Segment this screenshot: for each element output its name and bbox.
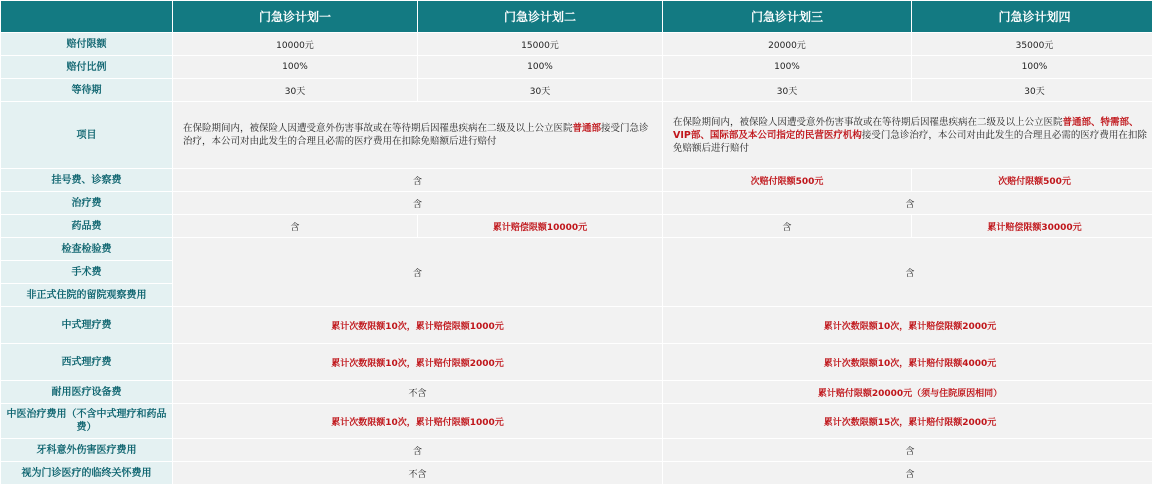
row-label-registration: 挂号费、诊察费 — [1, 169, 172, 191]
cell: 含 — [173, 439, 662, 461]
cell: 累计次数限额10次，累计赔付限额4000元 — [663, 344, 1152, 380]
row-label-medicine: 药品费 — [1, 215, 172, 237]
desc-highlight: 普通部、特需部、VIP部、国际部及本公司指定的民营医疗机构 — [673, 116, 1139, 141]
cell: 100% — [663, 56, 911, 78]
table-row — [1, 404, 1152, 438]
cell: 30天 — [418, 79, 662, 101]
cell: 累计赔偿限额30000元 — [912, 215, 1152, 237]
cell: 含 — [663, 462, 1152, 484]
table-row — [1, 307, 1152, 343]
cell: 累计次数限额10次，累计赔偿限额1000元 — [173, 307, 662, 343]
cell: 20000元 — [663, 33, 911, 55]
cell: 30天 — [173, 79, 417, 101]
cell: 累计赔付限额20000元（须与住院原因相同） — [663, 381, 1152, 403]
row-label-hospice: 视为门诊医疗的临终关怀费用 — [1, 462, 172, 484]
row-label-equipment: 耐用医疗设备费 — [1, 381, 172, 403]
cell: 含 — [173, 169, 662, 191]
header-row — [1, 1, 1152, 32]
plan-4-header: 门急诊计划四 — [912, 1, 1152, 32]
table-row — [1, 79, 1152, 101]
desc-text: 在保险期间内，被保险人因遭受意外伤害事故或在等待期后因罹患疾病在二级及以上公立医院 — [673, 116, 1063, 128]
cell: 累计次数限额10次，累计赔付限额2000元 — [173, 344, 662, 380]
table-row — [1, 238, 1152, 260]
row-label-west-therapy: 西式理疗费 — [1, 344, 172, 380]
header-corner — [1, 1, 172, 32]
table-row — [1, 439, 1152, 461]
cell: 累计赔偿限额10000元 — [418, 215, 662, 237]
cell: 30天 — [663, 79, 911, 101]
cell: 100% — [173, 56, 417, 78]
cell: 30天 — [912, 79, 1152, 101]
desc-text: 在保险期间内，被保险人因遭受意外伤害事故或在等待期后因罹患疾病在二级及以上公立医院 — [183, 123, 573, 134]
row-label-limit: 赔付限额 — [1, 33, 172, 55]
cell: 100% — [418, 56, 662, 78]
cell: 含 — [173, 238, 662, 306]
cell: 次赔付限额500元 — [912, 169, 1152, 191]
desc-highlight: 普通部 — [572, 123, 602, 134]
cell: 含 — [173, 192, 662, 214]
row-label-exam: 检查检验费 — [1, 238, 172, 260]
table-row — [1, 33, 1152, 55]
cell: 累计次数限额10次，累计赔偿限额2000元 — [663, 307, 1152, 343]
cell: 累计次数限额10次，累计赔付限额1000元 — [173, 404, 662, 438]
cell: 含 — [663, 192, 1152, 214]
cell: 不含 — [173, 381, 662, 403]
table-row — [1, 192, 1152, 214]
plan-1-header: 门急诊计划一 — [173, 1, 417, 32]
cell: 不含 — [173, 462, 662, 484]
table-row — [1, 215, 1152, 237]
cell: 含 — [173, 215, 417, 237]
table-row — [1, 169, 1152, 191]
desc-text: 接受门急诊治疗，本公司对由此发生的合理且必需的医疗费用在扣除免赔额后进行赔付 — [673, 129, 1147, 154]
cell: 10000元 — [173, 33, 417, 55]
cell: 含 — [663, 238, 1152, 306]
table-row — [1, 344, 1152, 380]
row-label-treatment: 治疗费 — [1, 192, 172, 214]
cell: 含 — [663, 439, 1152, 461]
plan-3-header: 门急诊计划三 — [663, 1, 911, 32]
row-label-ratio: 赔付比例 — [1, 56, 172, 78]
cell: 次赔付限额500元 — [663, 169, 911, 191]
row-label-project: 项目 — [1, 102, 172, 168]
project-desc-left — [173, 102, 662, 168]
cell: 累计次数限额15次，累计赔付限额2000元 — [663, 404, 1152, 438]
row-label-cn-therapy: 中式理疗费 — [1, 307, 172, 343]
project-desc-right — [663, 102, 1152, 168]
table-row — [1, 462, 1152, 484]
row-label-waiting: 等待期 — [1, 79, 172, 101]
table-row — [1, 102, 1152, 168]
table-row — [1, 56, 1152, 78]
desc-text: 接受门急诊治疗，本公司对由此发生的合理且必需的医疗费用在扣除免赔额后进行赔付 — [183, 123, 649, 147]
table-row — [1, 381, 1152, 403]
cell: 15000元 — [418, 33, 662, 55]
row-label-surgery: 手术费 — [1, 261, 172, 283]
cell: 100% — [912, 56, 1152, 78]
cell: 含 — [663, 215, 911, 237]
plan-2-header: 门急诊计划二 — [418, 1, 662, 32]
row-label-tcm: 中医治疗费用（不含中式理疗和药品费） — [1, 404, 172, 438]
row-label-observation: 非正式住院的留院观察费用 — [1, 284, 172, 306]
row-label-dental: 牙科意外伤害医疗费用 — [1, 439, 172, 461]
cell: 35000元 — [912, 33, 1152, 55]
